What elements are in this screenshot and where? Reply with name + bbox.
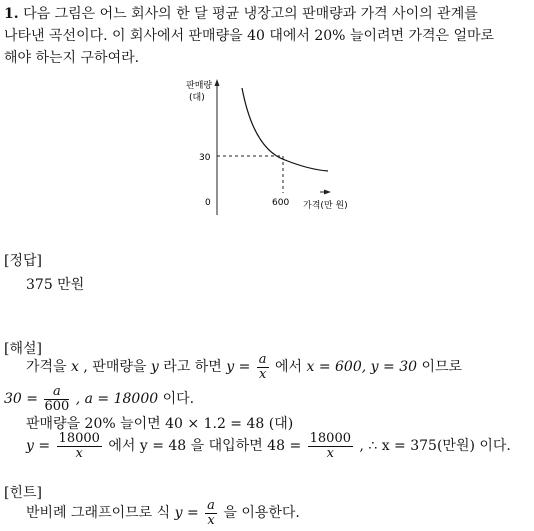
x-axis-label: 가격(만 원): [303, 201, 348, 211]
answer-header: [정답]: [4, 253, 42, 269]
problem-text-1: 다음 그림은 어느 회사의 한 달 평균 냉장고의 판매량과 가격 사이의 관계를: [23, 6, 478, 22]
problem-line-2: 나타낸 곡선이다. 이 회사에서 판매량을 40 대에서 20% 늘이려면 가격은 얼마로: [4, 28, 495, 44]
origin-label: 0: [205, 198, 211, 208]
fraction-18000-over-x-2: $\frac{18000}{x}$: [309, 430, 351, 461]
explanation-line-3: 판매량을 20% 늘이면 40 × 1.2 = 48 (대): [26, 416, 294, 432]
problem-line-1: [4, 3, 478, 25]
hint-header: [힌트]: [4, 485, 42, 501]
fraction-a-over-600: $\frac{a}{600}$: [44, 383, 70, 414]
y-axis-label-1: 판매량: [186, 81, 213, 91]
y-axis-label-2: (대): [189, 93, 205, 103]
hint-line: 반비례 그래프이므로 식 y = $\frac{a}{x}$ 을 이용한다.: [26, 497, 300, 528]
fraction-a-over-x: $\frac{a}{x}$: [258, 351, 267, 382]
x-tick-label: 600: [272, 198, 290, 208]
x-axis-arrow: [324, 190, 331, 195]
y-axis-arrow: [215, 79, 220, 86]
problem-line-3: 해야 하는지 구하여라.: [4, 50, 140, 66]
answer-value: 375 만원: [26, 277, 85, 293]
inverse-curve: [242, 88, 328, 171]
fraction-hint-a-over-x: $\frac{a}{x}$: [207, 497, 215, 528]
price-sales-graph: [170, 75, 370, 225]
explanation-line-4: y = $\frac{18000}{x}$ 에서 y = 48 을 대입하면 48 = $\frac{18000}{x}$ , ∴ x = 375(만원) 이다.: [26, 430, 511, 461]
y-tick-label: 30: [199, 153, 211, 163]
fraction-18000-over-x: $\frac{18000}{x}$: [58, 430, 100, 461]
explanation-line-1: 가격을 x , 판매량을 y 라고 하면 y = $\frac{a}{x}$ 에서 x = 600, y = 30 이므로: [26, 351, 463, 382]
explanation-header: [해설]: [4, 341, 42, 357]
problem-number: 1.: [4, 6, 19, 22]
explanation-line-2: 30 = $\frac{a}{600}$ , a = 18000 이다.: [4, 383, 195, 414]
